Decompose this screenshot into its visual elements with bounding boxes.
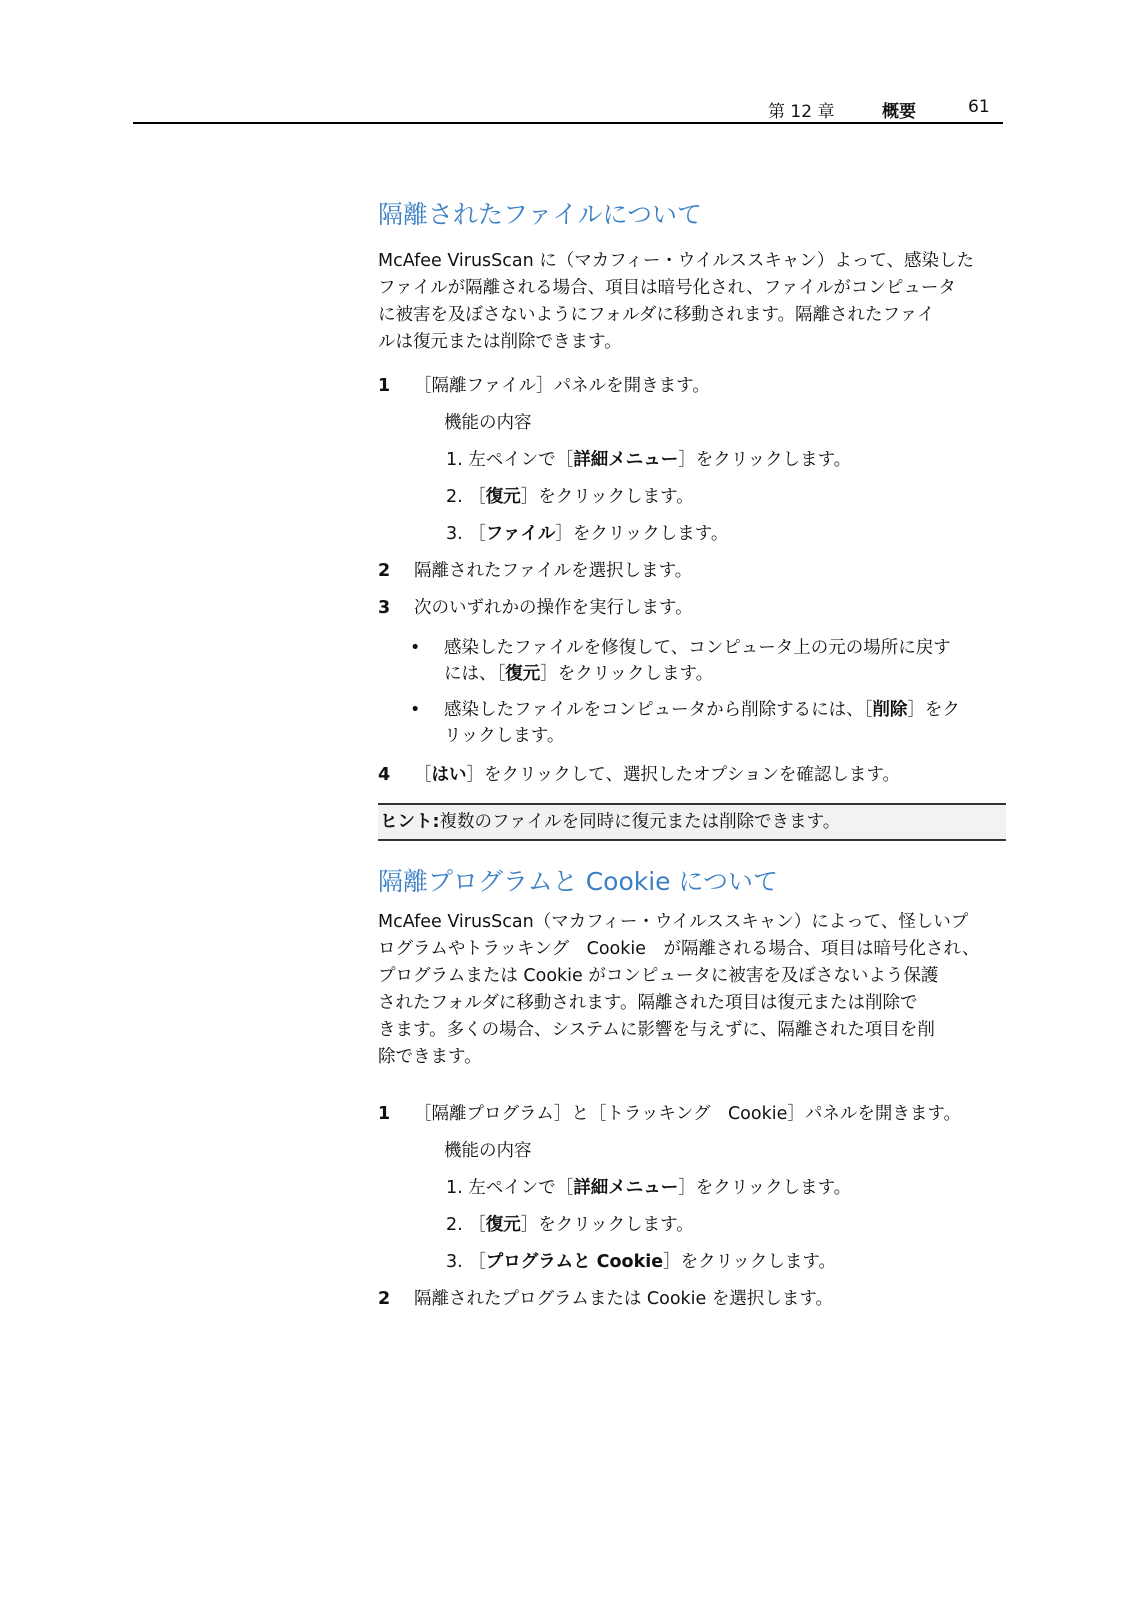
step-number: 2: [378, 1289, 391, 1309]
substep: 1. 左ペインで［詳細メニュー］をクリックします。: [446, 450, 852, 470]
section1-intro-line: ルは復元または削除できます。: [378, 332, 622, 352]
step-text: ［隔離ファイル］パネルを開きます。: [414, 376, 710, 396]
chapter-label: 第 12 章: [768, 102, 835, 122]
hint-box: [378, 803, 1006, 841]
section1-intro-line: ファイルが隔離される場合、項目は暗号化され、ファイルがコンピュータ: [378, 278, 956, 298]
step-number: 1: [378, 1104, 391, 1124]
page-body: [378, 196, 1008, 1313]
section2-step-2: [378, 1286, 1008, 1313]
section1-step-1: [378, 373, 1008, 400]
howto-label: 機能の内容: [444, 1141, 532, 1161]
step-text: 隔離されたファイルを選択します。: [414, 561, 693, 581]
step-text: 隔離されたプログラムまたは Cookie を選択します。: [414, 1289, 833, 1309]
section1-step-3: [378, 595, 1008, 622]
section2-intro-line: 除できます。: [378, 1047, 482, 1067]
section1-intro-line: McAfee VirusScan に（マカフィー・ウイルススキャン）よって、感染した: [378, 251, 974, 271]
step-number: 2: [378, 561, 391, 581]
bullet-item: • 感染したファイルをコンピュータから削除するには、［削除］をク リックします。: [378, 697, 1008, 749]
substep: 1. 左ペインで［詳細メニュー］をクリックします。: [446, 1178, 852, 1198]
substep: 2. ［復元］をクリックします。: [446, 487, 694, 507]
hint-text: 複数のファイルを同時に復元または削除できます。: [439, 812, 841, 832]
step-text: ［隔離プログラム］と［トラッキング Cookie］パネルを開きます。: [414, 1104, 961, 1124]
section2-intro-line: McAfee VirusScan（マカフィー・ウイルススキャン）によって、怪しいプ: [378, 912, 969, 932]
step-number: 3: [378, 598, 391, 618]
chapter-section: 概要: [882, 102, 916, 122]
section1-intro-line: に被害を及ぼさないようにフォルダに移動されます。隔離されたファイ: [378, 305, 935, 325]
running-header: [0, 97, 1003, 125]
section2-step-1: [378, 1101, 1008, 1128]
bullet-item: • 感染したファイルを修復して、コンピュータ上の元の場所に戻す には、［復元］をクリックします。: [378, 635, 1008, 687]
substep: 3. ［プログラムと Cookie］をクリックします。: [446, 1252, 836, 1272]
section1-step-4: 4 ［はい］をクリックして、選択したオプションを確認します。: [378, 762, 1008, 789]
substep: 2. ［復元］をクリックします。: [446, 1215, 694, 1235]
bullet-dot: •: [410, 700, 421, 720]
step-number: 1: [378, 376, 391, 396]
step-number: 4: [378, 765, 391, 785]
header-rule: [133, 122, 1003, 124]
howto-label: 機能の内容: [444, 413, 532, 433]
section1-step-2: [378, 558, 1008, 585]
section2-intro-line: きます。多くの場合、システムに影響を与えずに、隔離された項目を削: [378, 1020, 935, 1040]
section2-intro-line: プログラムまたは Cookie がコンピュータに被害を及ぼさないよう保護: [378, 966, 939, 986]
step-text: 次のいずれかの操作を実行します。: [414, 598, 693, 618]
section2-intro-line: されたフォルダに移動されます。隔離された項目は復元または削除で: [378, 993, 918, 1013]
section2-title: 隔離プログラムと Cookie について: [378, 867, 778, 896]
substep: 3. ［ファイル］をクリックします。: [446, 524, 729, 544]
bullet-dot: •: [410, 638, 421, 658]
section1-title: 隔離されたファイルについて: [378, 200, 703, 229]
page-number: 61: [968, 97, 990, 117]
section2-intro-line: ログラムやトラッキング Cookie が隔離される場合、項目は暗号化され、: [378, 939, 980, 959]
hint-label: ヒント:: [380, 812, 440, 832]
